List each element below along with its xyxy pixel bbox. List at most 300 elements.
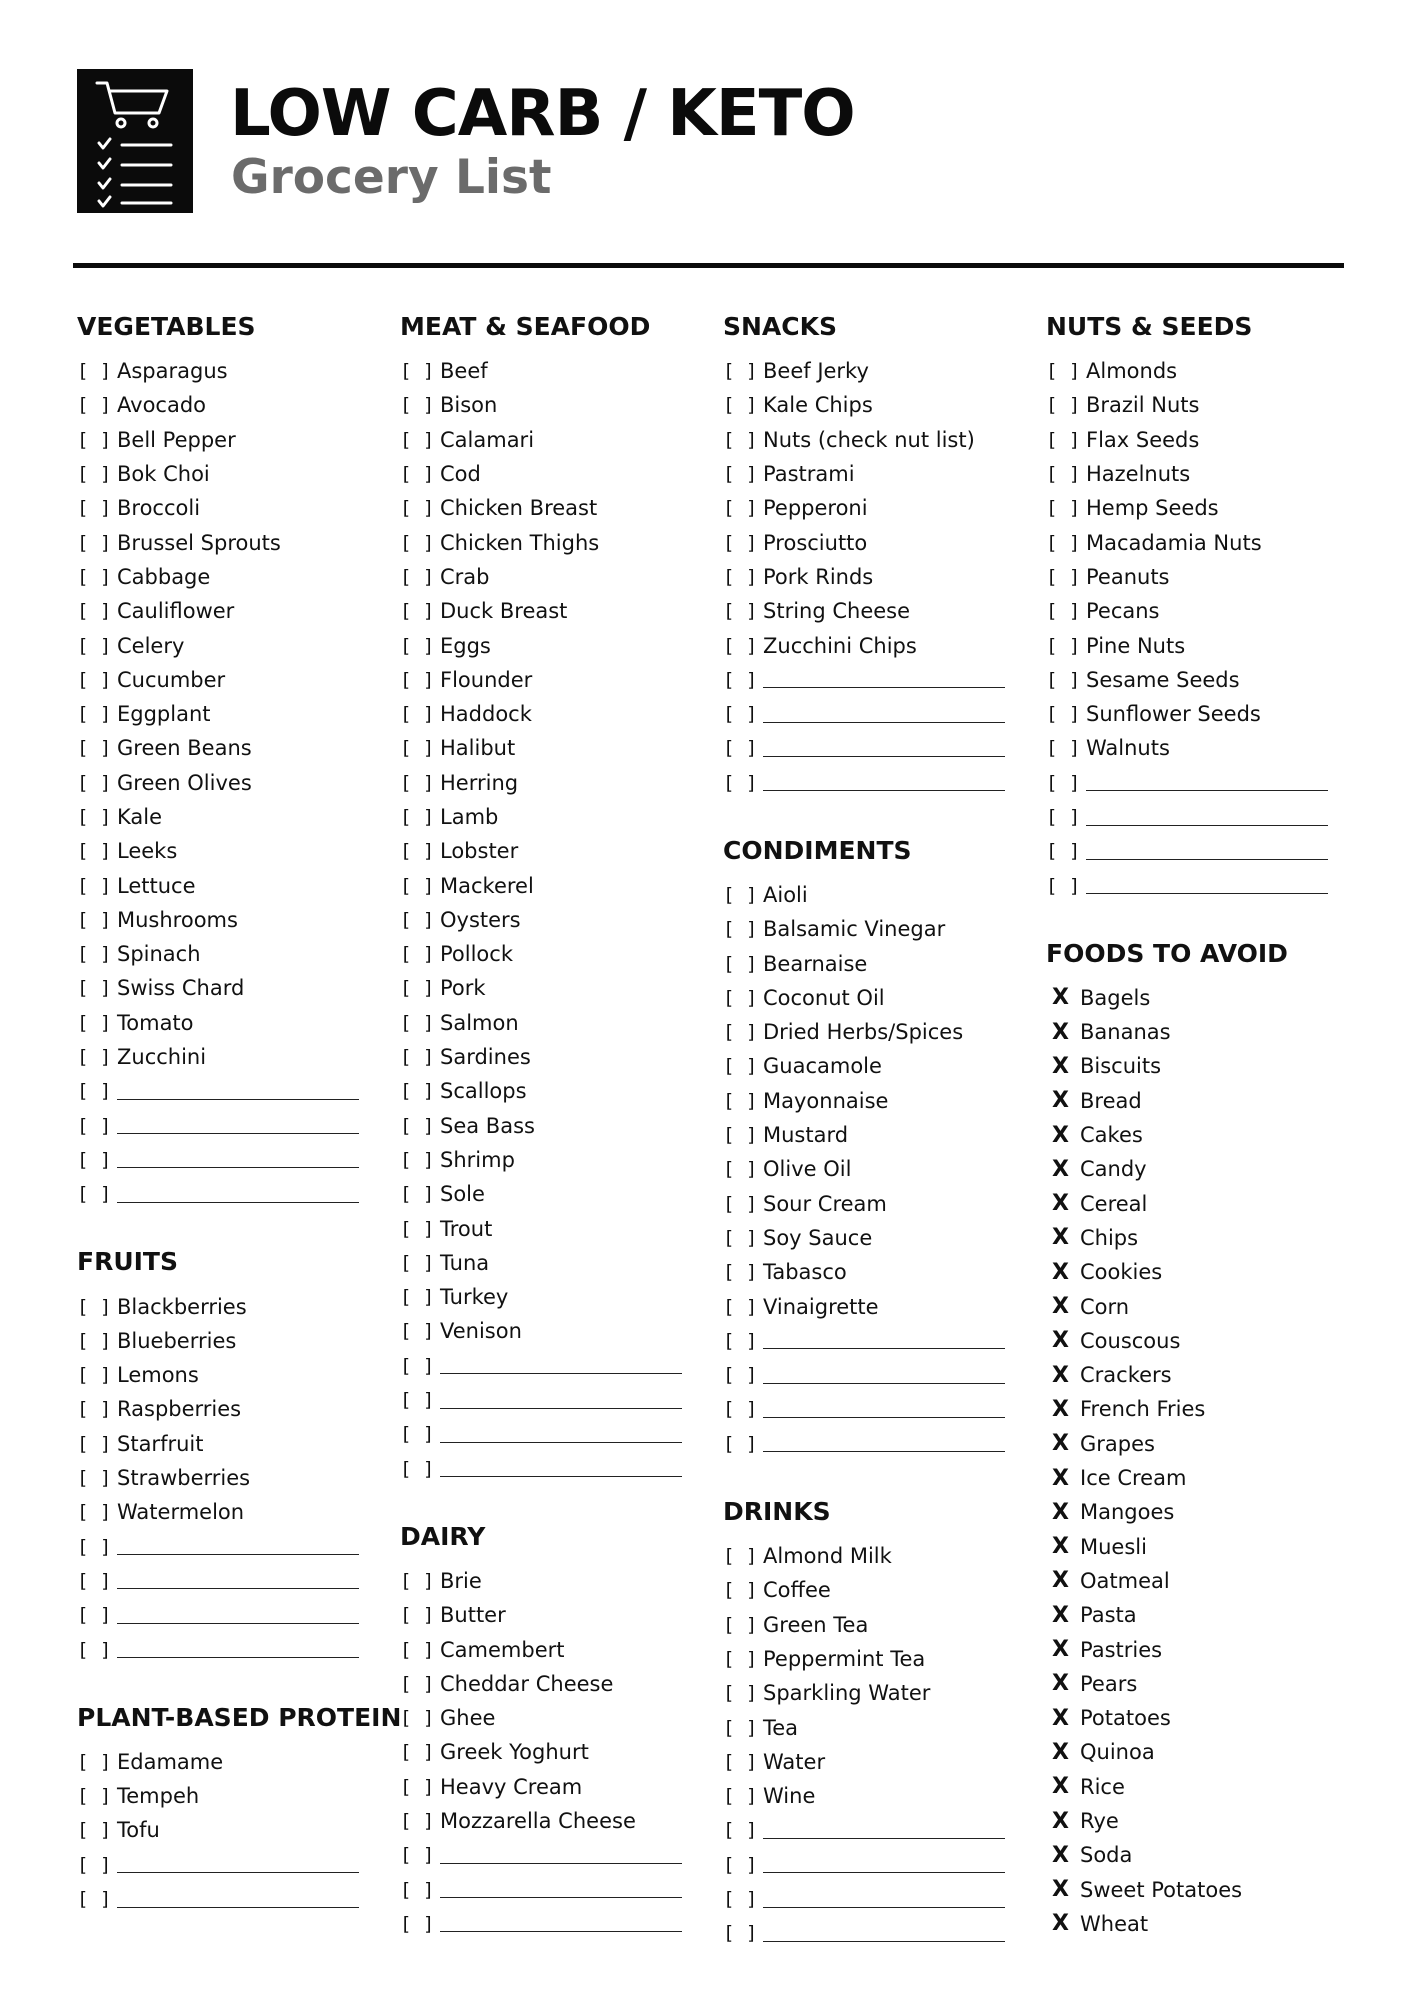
page-subtitle: Grocery List xyxy=(231,150,552,205)
blank-write-line[interactable] xyxy=(117,1907,359,1908)
checkbox[interactable]: [ ] xyxy=(723,952,758,975)
blank-write-line[interactable] xyxy=(117,1202,359,1203)
checkbox[interactable]: [ ] xyxy=(1046,703,1081,726)
list-item xyxy=(77,697,367,731)
blank-write-line[interactable] xyxy=(117,1623,359,1624)
avoid-item xyxy=(1046,1667,1346,1701)
checkbox[interactable]: [ ] xyxy=(1046,600,1081,623)
x-mark-icon: X xyxy=(1052,1396,1069,1422)
checkbox[interactable]: [ ] xyxy=(723,1089,758,1112)
checkbox[interactable]: [ ] xyxy=(77,565,112,588)
blank-write-line[interactable] xyxy=(440,1476,682,1477)
checkbox[interactable]: [ ] xyxy=(723,463,758,486)
blank-write-line[interactable] xyxy=(763,790,1005,791)
checkbox[interactable]: [ ] xyxy=(723,918,758,941)
checkbox[interactable]: [ ] xyxy=(1046,394,1081,417)
blank-write-line[interactable] xyxy=(1086,893,1328,894)
checkbox[interactable]: [ ] xyxy=(400,703,435,726)
list-item xyxy=(1046,628,1346,662)
list-item xyxy=(1046,354,1346,388)
checkbox[interactable]: [ ] xyxy=(400,1389,435,1412)
list-item xyxy=(400,971,690,1005)
checkbox[interactable]: [ ] xyxy=(400,394,435,417)
blank-write-line[interactable] xyxy=(763,1383,1005,1384)
checkbox[interactable]: [ ] xyxy=(723,1819,758,1842)
checkbox[interactable]: [ ] xyxy=(400,1569,435,1592)
checkbox[interactable]: [ ] xyxy=(1046,634,1081,657)
checkbox[interactable]: [ ] xyxy=(77,1046,112,1069)
blank-write-line[interactable] xyxy=(763,1417,1005,1418)
checkbox[interactable]: [ ] xyxy=(77,531,112,554)
checkbox[interactable]: [ ] xyxy=(77,1569,112,1592)
list-item xyxy=(77,663,367,697)
checkbox[interactable]: [ ] xyxy=(400,1810,435,1833)
checkbox[interactable]: [ ] xyxy=(1046,737,1081,760)
blank-write-line[interactable] xyxy=(763,722,1005,723)
checkbox[interactable]: [ ] xyxy=(723,668,758,691)
item-label: Hazelnuts xyxy=(1086,462,1191,487)
checkbox[interactable]: [ ] xyxy=(400,565,435,588)
column-2 xyxy=(400,312,690,1977)
avoid-item xyxy=(1046,1701,1346,1735)
item-label: Pollock xyxy=(440,942,513,967)
checkbox[interactable]: [ ] xyxy=(77,1364,112,1387)
checkbox[interactable]: [ ] xyxy=(400,428,435,451)
checkbox[interactable]: [ ] xyxy=(400,1457,435,1480)
item-label: Chips xyxy=(1080,1225,1139,1250)
checkbox[interactable]: [ ] xyxy=(723,497,758,520)
blank-write-line[interactable] xyxy=(763,687,1005,688)
checkbox[interactable]: [ ] xyxy=(400,1638,435,1661)
list-item xyxy=(400,1040,690,1074)
item-label: Oatmeal xyxy=(1080,1568,1170,1593)
column-1 xyxy=(77,312,402,1952)
blank-item xyxy=(723,1358,1013,1392)
checkbox[interactable]: [ ] xyxy=(77,1888,112,1911)
avoid-item xyxy=(1046,1632,1346,1666)
item-label: Zucchini xyxy=(117,1045,207,1070)
blank-write-line[interactable] xyxy=(763,756,1005,757)
checkbox[interactable]: [ ] xyxy=(723,1329,758,1352)
blank-item xyxy=(723,663,1013,697)
blank-write-line[interactable] xyxy=(440,1897,682,1898)
checkbox[interactable]: [ ] xyxy=(77,1432,112,1455)
checkbox[interactable]: [ ] xyxy=(723,1261,758,1284)
checkbox[interactable]: [ ] xyxy=(77,463,112,486)
checkbox[interactable]: [ ] xyxy=(400,1217,435,1240)
list-item xyxy=(723,1015,1013,1049)
blank-write-line[interactable] xyxy=(440,1373,682,1374)
blank-write-line[interactable] xyxy=(763,1907,1005,1908)
checkbox[interactable]: [ ] xyxy=(400,1878,435,1901)
x-mark-icon: X xyxy=(1052,1191,1069,1217)
checkbox[interactable]: [ ] xyxy=(723,360,758,383)
item-label: Tomato xyxy=(117,1010,194,1035)
item-label: Quinoa xyxy=(1080,1740,1155,1765)
checkbox[interactable]: [ ] xyxy=(400,1604,435,1627)
checkbox[interactable]: [ ] xyxy=(400,1080,435,1103)
blank-write-line[interactable] xyxy=(117,1588,359,1589)
checkbox[interactable]: [ ] xyxy=(400,1114,435,1137)
list-item xyxy=(723,1187,1013,1221)
checkbox[interactable]: [ ] xyxy=(77,1329,112,1352)
blank-write-line[interactable] xyxy=(117,1167,359,1168)
checkbox[interactable]: [ ] xyxy=(77,1853,112,1876)
checkbox[interactable]: [ ] xyxy=(77,1750,112,1773)
checkbox[interactable]: [ ] xyxy=(400,531,435,554)
checkbox[interactable]: [ ] xyxy=(400,908,435,931)
item-label: Guacamole xyxy=(763,1054,882,1079)
blank-write-line[interactable] xyxy=(440,1408,682,1409)
list-section xyxy=(723,312,1013,800)
item-label: Dried Herbs/Spices xyxy=(763,1020,964,1045)
checkbox[interactable]: [ ] xyxy=(400,600,435,623)
blank-item xyxy=(77,1177,367,1211)
item-label: Cakes xyxy=(1080,1123,1143,1148)
blank-item xyxy=(400,1452,690,1486)
list-item xyxy=(400,1074,690,1108)
list-item xyxy=(77,491,367,525)
checkbox[interactable]: [ ] xyxy=(723,1364,758,1387)
blank-write-line[interactable] xyxy=(117,1657,359,1658)
checkbox[interactable]: [ ] xyxy=(1046,874,1081,897)
checkbox[interactable]: [ ] xyxy=(723,1192,758,1215)
blank-item xyxy=(1046,766,1346,800)
item-label: Almond Milk xyxy=(763,1544,892,1569)
blank-write-line[interactable] xyxy=(1086,859,1328,860)
checkbox[interactable]: [ ] xyxy=(400,977,435,1000)
checkbox[interactable]: [ ] xyxy=(723,737,758,760)
checkbox[interactable]: [ ] xyxy=(77,1080,112,1103)
checkbox[interactable]: [ ] xyxy=(77,668,112,691)
list-item xyxy=(723,912,1013,946)
avoid-item xyxy=(1046,1598,1346,1632)
item-label: Broccoli xyxy=(117,496,201,521)
checkbox[interactable]: [ ] xyxy=(1046,771,1081,794)
item-label: Corn xyxy=(1080,1294,1130,1319)
checkbox[interactable]: [ ] xyxy=(400,1251,435,1274)
checkbox[interactable]: [ ] xyxy=(1046,497,1081,520)
x-mark-icon: X xyxy=(1052,1019,1069,1045)
checkbox[interactable]: [ ] xyxy=(723,394,758,417)
checkbox[interactable]: [ ] xyxy=(723,1682,758,1705)
blank-write-line[interactable] xyxy=(117,1099,359,1100)
checkbox[interactable]: [ ] xyxy=(723,1647,758,1670)
blank-item xyxy=(1046,834,1346,868)
checkbox[interactable]: [ ] xyxy=(400,806,435,828)
section-title: PLANT-BASED PROTEIN xyxy=(77,1702,402,1732)
checkbox[interactable]: [ ] xyxy=(723,771,758,794)
checkbox[interactable]: [ ] xyxy=(400,771,435,794)
checkbox[interactable]: [ ] xyxy=(1046,463,1081,486)
item-list xyxy=(723,1539,1013,1951)
blank-write-line[interactable] xyxy=(117,1872,359,1873)
checkbox[interactable]: [ ] xyxy=(77,771,112,794)
checkbox[interactable]: [ ] xyxy=(723,1398,758,1421)
checkbox[interactable]: [ ] xyxy=(400,1183,435,1206)
item-label: Tuna xyxy=(440,1250,490,1275)
list-item xyxy=(723,628,1013,662)
item-label: Wine xyxy=(763,1784,816,1809)
checkbox[interactable]: [ ] xyxy=(723,1922,758,1945)
checkbox[interactable]: [ ] xyxy=(77,703,112,726)
blank-write-line[interactable] xyxy=(763,1838,1005,1839)
checkbox[interactable]: [ ] xyxy=(723,634,758,657)
list-section xyxy=(77,1247,367,1666)
checkbox[interactable]: [ ] xyxy=(400,497,435,520)
x-mark-icon: X xyxy=(1052,1637,1069,1663)
checkbox[interactable]: [ ] xyxy=(77,1295,112,1318)
checkbox[interactable]: [ ] xyxy=(723,1716,758,1739)
checkbox[interactable]: [ ] xyxy=(400,1741,435,1764)
checkbox[interactable]: [ ] xyxy=(77,1183,112,1206)
checkbox[interactable]: [ ] xyxy=(77,1819,112,1842)
checkbox[interactable]: [ ] xyxy=(77,1638,112,1661)
item-label: Mustard xyxy=(763,1123,849,1148)
x-mark-icon: X xyxy=(1052,1465,1069,1491)
item-label: Camembert xyxy=(440,1637,565,1662)
checkbox[interactable]: [ ] xyxy=(1046,806,1081,828)
checkbox[interactable]: [ ] xyxy=(400,1011,435,1034)
checkbox[interactable]: [ ] xyxy=(723,600,758,623)
checkbox[interactable]: [ ] xyxy=(400,1775,435,1798)
blank-item xyxy=(723,766,1013,800)
checkbox[interactable]: [ ] xyxy=(77,1398,112,1421)
checkbox[interactable]: [ ] xyxy=(77,1535,112,1558)
list-item xyxy=(400,1564,690,1598)
checkbox[interactable]: [ ] xyxy=(77,806,112,828)
list-item xyxy=(400,1598,690,1632)
checkbox[interactable]: [ ] xyxy=(77,1604,112,1627)
checkbox[interactable]: [ ] xyxy=(77,497,112,520)
blank-write-line[interactable] xyxy=(763,1348,1005,1349)
item-label: Blackberries xyxy=(117,1294,247,1319)
checkbox[interactable]: [ ] xyxy=(77,1011,112,1034)
item-label: Pepperoni xyxy=(763,496,868,521)
checkbox[interactable]: [ ] xyxy=(723,703,758,726)
list-item xyxy=(723,1779,1013,1813)
item-label: Mangoes xyxy=(1080,1500,1175,1525)
checkbox[interactable]: [ ] xyxy=(1046,668,1081,691)
list-item xyxy=(400,628,690,662)
checkbox[interactable]: [ ] xyxy=(77,1501,112,1524)
checkbox[interactable]: [ ] xyxy=(723,884,758,906)
item-label: French Fries xyxy=(1080,1397,1206,1422)
item-label: Pasta xyxy=(1080,1603,1137,1628)
checkbox[interactable]: [ ] xyxy=(723,1785,758,1808)
checkbox[interactable]: [ ] xyxy=(400,1912,435,1935)
item-label: Cauliflower xyxy=(117,599,235,624)
list-section xyxy=(77,1702,402,1916)
section-title: VEGETABLES xyxy=(77,312,256,341)
blank-write-line[interactable] xyxy=(1086,790,1328,791)
blank-write-line[interactable] xyxy=(440,1931,682,1932)
checkbox[interactable]: [ ] xyxy=(77,1785,112,1808)
checkbox[interactable]: [ ] xyxy=(723,1226,758,1249)
checkbox[interactable]: [ ] xyxy=(400,1148,435,1171)
blank-item xyxy=(400,1383,690,1417)
checkbox[interactable]: [ ] xyxy=(77,977,112,1000)
section-title: SNACKS xyxy=(723,312,838,341)
item-label: Duck Breast xyxy=(440,599,568,624)
checkbox[interactable]: [ ] xyxy=(77,874,112,897)
item-label: Bok Choi xyxy=(117,462,210,487)
item-label: Pastrami xyxy=(763,462,855,487)
list-item xyxy=(77,766,367,800)
checkbox[interactable]: [ ] xyxy=(723,1055,758,1078)
avoid-item xyxy=(1046,1324,1346,1358)
checkbox[interactable]: [ ] xyxy=(77,737,112,760)
checkbox[interactable]: [ ] xyxy=(1046,531,1081,554)
item-label: String Cheese xyxy=(763,599,911,624)
blank-item xyxy=(400,1349,690,1383)
item-label: Cucumber xyxy=(117,667,226,692)
checkbox[interactable]: [ ] xyxy=(723,565,758,588)
avoid-item xyxy=(1046,1187,1346,1221)
item-label: Rice xyxy=(1080,1774,1125,1799)
checkbox[interactable]: [ ] xyxy=(400,360,435,383)
checkbox[interactable]: [ ] xyxy=(1046,565,1081,588)
item-list xyxy=(77,1745,367,1916)
checkbox[interactable]: [ ] xyxy=(77,943,112,966)
checkbox[interactable]: [ ] xyxy=(723,1853,758,1876)
list-item xyxy=(77,731,367,765)
blank-item xyxy=(723,731,1013,765)
checkbox[interactable]: [ ] xyxy=(1046,428,1081,451)
item-label: Peppermint Tea xyxy=(763,1646,926,1671)
checkbox[interactable]: [ ] xyxy=(77,634,112,657)
checkbox[interactable]: [ ] xyxy=(77,600,112,623)
item-label: Butter xyxy=(440,1603,506,1628)
item-label: Biscuits xyxy=(1080,1054,1162,1079)
list-item xyxy=(77,1427,367,1461)
item-label: Salmon xyxy=(440,1010,519,1035)
list-item xyxy=(400,697,690,731)
checkbox[interactable]: [ ] xyxy=(400,1844,435,1867)
checkbox[interactable]: [ ] xyxy=(77,840,112,863)
checkbox[interactable]: [ ] xyxy=(1046,840,1081,863)
section-title: CONDIMENTS xyxy=(723,835,912,865)
checkbox[interactable]: [ ] xyxy=(723,1888,758,1911)
avoid-item xyxy=(1046,1221,1346,1255)
avoid-item xyxy=(1046,1804,1346,1838)
checkbox[interactable]: [ ] xyxy=(723,1124,758,1147)
checkbox[interactable]: [ ] xyxy=(400,874,435,897)
blank-write-line[interactable] xyxy=(440,1442,682,1443)
list-item xyxy=(77,1779,367,1813)
checkbox[interactable]: [ ] xyxy=(723,428,758,451)
checkbox[interactable]: [ ] xyxy=(400,1286,435,1309)
list-item xyxy=(77,525,367,559)
checkbox[interactable]: [ ] xyxy=(400,840,435,863)
checkbox[interactable]: [ ] xyxy=(77,1148,112,1171)
section-title: MEAT & SEAFOOD xyxy=(400,312,651,341)
blank-write-line[interactable] xyxy=(763,1451,1005,1452)
blank-write-line[interactable] xyxy=(763,1872,1005,1873)
avoid-item xyxy=(1046,1427,1346,1461)
checkbox[interactable]: [ ] xyxy=(77,1114,112,1137)
item-label: Cheddar Cheese xyxy=(440,1671,614,1696)
list-item xyxy=(400,868,690,902)
checkbox[interactable]: [ ] xyxy=(723,1158,758,1181)
checkbox[interactable]: [ ] xyxy=(723,1750,758,1773)
checkbox[interactable]: [ ] xyxy=(400,1672,435,1695)
item-label: Strawberries xyxy=(117,1466,251,1491)
page-title: LOW CARB / KETO xyxy=(230,77,855,151)
list-item xyxy=(400,1314,690,1348)
checkbox[interactable]: [ ] xyxy=(723,1613,758,1636)
list-section xyxy=(400,1522,690,1941)
item-label: Mozzarella Cheese xyxy=(440,1809,636,1834)
checkbox[interactable]: [ ] xyxy=(400,1354,435,1377)
section-title: DAIRY xyxy=(400,1521,486,1551)
item-label: Flounder xyxy=(440,667,533,692)
item-label: Tempeh xyxy=(117,1784,200,1809)
item-label: Mushrooms xyxy=(117,907,238,932)
blank-write-line[interactable] xyxy=(440,1863,682,1864)
list-item xyxy=(400,1211,690,1245)
list-section xyxy=(400,312,690,1486)
checkbox[interactable]: [ ] xyxy=(723,531,758,554)
checkbox[interactable]: [ ] xyxy=(77,908,112,931)
item-label: Candy xyxy=(1080,1157,1147,1182)
blank-write-line[interactable] xyxy=(763,1941,1005,1942)
item-label: Bananas xyxy=(1080,1020,1171,1045)
checkbox[interactable]: [ ] xyxy=(400,1046,435,1069)
checkbox[interactable]: [ ] xyxy=(723,1545,758,1568)
list-item xyxy=(77,1006,367,1040)
list-item xyxy=(1046,388,1346,422)
checkbox[interactable]: [ ] xyxy=(723,1432,758,1455)
checkbox[interactable]: [ ] xyxy=(400,943,435,966)
list-item xyxy=(77,1813,367,1847)
checkbox[interactable]: [ ] xyxy=(400,737,435,760)
header-divider xyxy=(73,263,1344,268)
checkbox[interactable]: [ ] xyxy=(723,986,758,1009)
checkbox[interactable]: [ ] xyxy=(723,1295,758,1318)
checkbox[interactable]: [ ] xyxy=(77,428,112,451)
item-label: Green Olives xyxy=(117,770,252,795)
item-label: Trout xyxy=(440,1216,493,1241)
item-label: Sole xyxy=(440,1182,485,1207)
checkbox[interactable]: [ ] xyxy=(77,394,112,417)
item-label: Asparagus xyxy=(117,359,228,384)
blank-write-line[interactable] xyxy=(117,1554,359,1555)
item-list xyxy=(723,354,1013,800)
checkbox[interactable]: [ ] xyxy=(723,1579,758,1602)
blank-write-line[interactable] xyxy=(1086,825,1328,826)
checkbox[interactable]: [ ] xyxy=(77,360,112,383)
item-label: Tea xyxy=(763,1715,799,1740)
checkbox[interactable]: [ ] xyxy=(723,1021,758,1044)
checkbox[interactable]: [ ] xyxy=(400,1707,435,1730)
avoid-item xyxy=(1046,1289,1346,1323)
blank-write-line[interactable] xyxy=(117,1133,359,1134)
item-label: Hemp Seeds xyxy=(1086,496,1219,521)
list-item xyxy=(723,1676,1013,1710)
checkbox[interactable]: [ ] xyxy=(1046,360,1081,383)
checkbox[interactable]: [ ] xyxy=(400,1320,435,1343)
list-item xyxy=(723,525,1013,559)
checkbox[interactable]: [ ] xyxy=(400,463,435,486)
checkbox[interactable]: [ ] xyxy=(400,668,435,691)
item-label: Heavy Cream xyxy=(440,1774,583,1799)
list-item xyxy=(77,594,367,628)
checkbox[interactable]: [ ] xyxy=(400,1423,435,1446)
list-item xyxy=(723,946,1013,980)
checkbox[interactable]: [ ] xyxy=(77,1467,112,1490)
checkbox[interactable]: [ ] xyxy=(400,634,435,657)
